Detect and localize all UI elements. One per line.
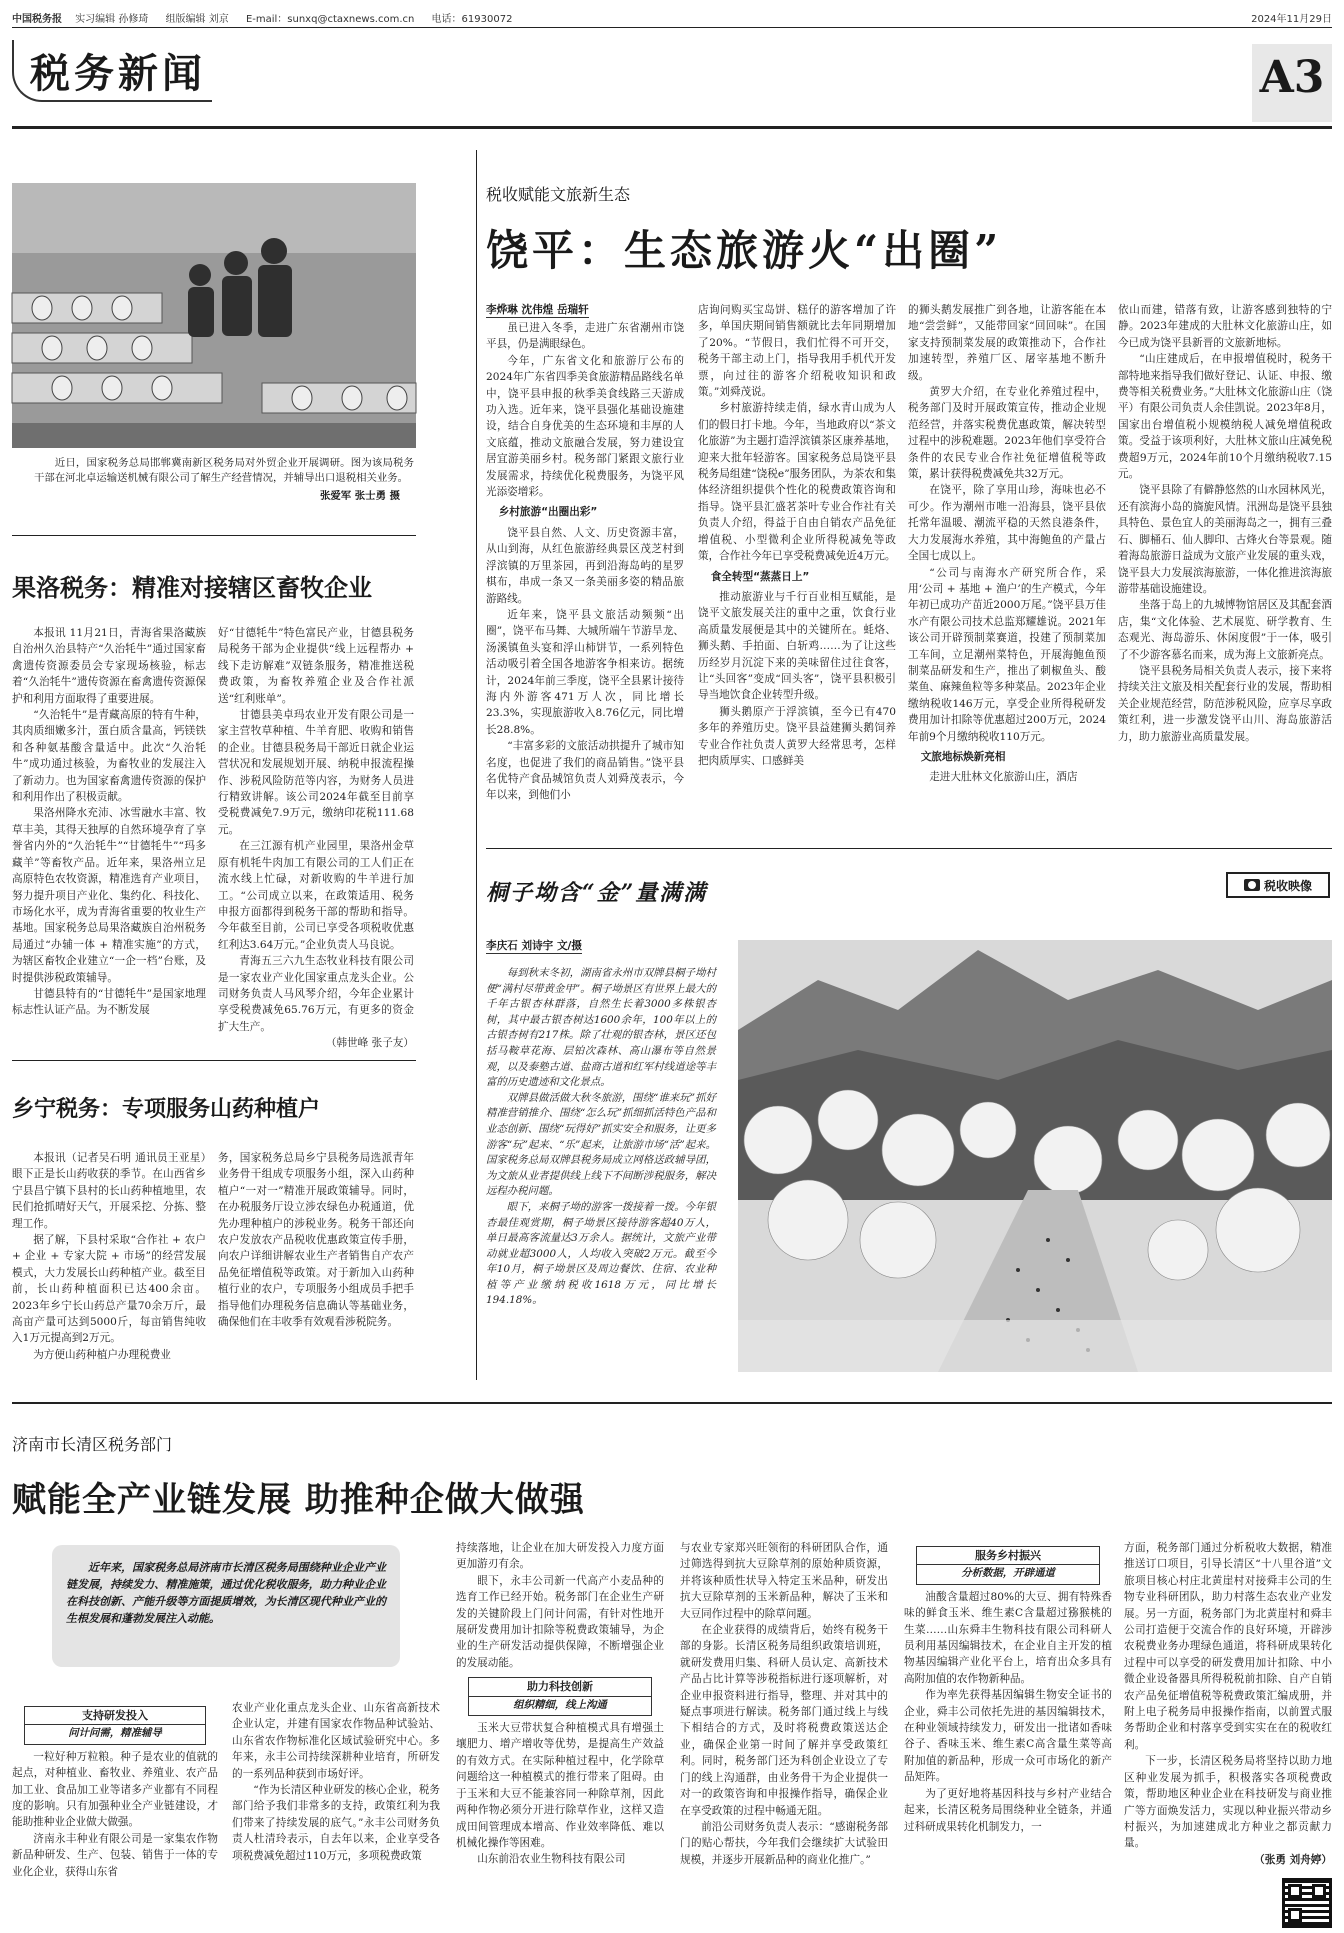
raoping-p16: “山庄建成后，在申报增值税时，税务干部特地来指导我们做好登记、认证、申报、缴费等相关税费业务。”大肚林文化旅游山庄（饶平）有限公司负责人余佳凯说。2023年8月，国家出台增值税小规模纳税人减免增值税政策。受益于该项利好，大肚林文旅山庄减免税费超9万元，2024年前10个月缴纳税收7.15元。 — [1118, 353, 1332, 481]
jinan-box-2 — [468, 1677, 651, 1716]
jinan-p11: 前沿公司财务负责人表示：“感谢税务部门的贴心帮扶，今年我们会继续扩大试验田规模，并逐步开展新品种的商业化推广。” — [680, 1820, 888, 1866]
qr-code — [1282, 1878, 1332, 1928]
ginkgo-valley-illustration — [738, 940, 1332, 1372]
raoping-p13: “公司与南海水产研究所合作，采用‘公司 + 基地 + 渔户’的生产模式，今年年初已成功产苗近2000万尾。”饶平县万佳水产有限公司技术总监郑耀雄说。2021年该公司开辟预制菜赛道，投建了预制菜加工车间，立足潮州菜特色，开展海鲍鱼预制菜品研发和生产，推出了刺椒鱼头、酸菜鱼、麻辣鱼粒等多种菜品。2023年企业缴纳税收146万元，享受企业所得税研发费用加计扣除等优惠超过200万元，2024年前9个月缴纳税收110万元。 — [908, 566, 1106, 743]
raoping-col-1 — [486, 320, 684, 836]
jinan-col-5 — [1124, 1540, 1332, 1910]
jinan-p6: 眼下，永丰公司新一代高产小麦品种的选育工作已经开始。税务部门在企业生产研发的关键阶段上门问计问需，有针对性地开展研发费用加计扣除等税费政策辅导，为企业的生产研发活动提供保障，不断增强企业的发展动能。 — [456, 1574, 664, 1669]
jinan-box-3-title: 服务乡村振兴 — [975, 1549, 1041, 1562]
jinan-box-1-sub: 问计问需，精准辅导 — [25, 1724, 204, 1741]
raoping-subhead-2: 食全转型“蒸蒸日上” — [710, 570, 810, 583]
paper-name: 中国税务报 — [12, 14, 62, 25]
jinan-p4: “作为长清区种业研发的核心企业，税务部门给予我们非常多的支持，政策红利为我们带来了持续发展的底气。”永丰公司财务负责人杜清玲表示，自去年以来，企业享受各项税费减免超过110万元，多项税费政策 — [232, 1784, 440, 1862]
xiangning-title: 乡宁税务：专项服务山药种植户 — [12, 1097, 321, 1122]
jinan-lead: 近年来，国家税务总局济南市长清区税务局围绕种业企业产业链发展，持续发力、精准施策，通过优化税收服务，助力种业企业在科技创新、产能升级等方面提质增效，为长清区现代种业产业的生根发展和蓬勃发展注入动能。 — [66, 1561, 386, 1625]
jinan-box-2-sub: 组织精细，线上沟通 — [469, 1696, 650, 1713]
xiangning-p1: 本报讯（记者吴石明 通讯员王亚星）眼下正是长山药收获的季节。在山西省乡宁县昌宁镇下县村的长山药种植地里，农民们抢抓晴好天气，开展采挖、分拣、整理工作。 — [12, 1152, 206, 1230]
guoluo-p7: 在三江源有机产业园里，果洛州金草原有机牦牛肉加工有限公司的工人们正在流水线上忙碌，对新收购的牛羊进行加工。“公司成立以来，在政策适用、税务申报方面都得到税务干部的帮助和指导。今年截至目前，公司已享受各项税收优惠红利达3.64万元。”企业负责人马良说。 — [218, 840, 414, 951]
tongzi-title: 桐子坳含“金”量满满 — [486, 880, 708, 906]
jinan-col-2b — [456, 1540, 664, 1922]
raoping-p10: 的狮头鹅发展推广到各地，让游客能在本地“尝尝鲜”，又能带回家“回回味”。在国家支持预制菜发展的政策推动下，合作社加速转型，养殖厂区、屠宰基地不断升级。 — [908, 304, 1106, 382]
photo1-caption-text: 近日，国家税务总局邯郸冀南新区税务局对外贸企业开展调研。图为该局税务干部在河北卓运输送机械有限公司了解生产经营情况，并辅导出口退税相关业务。 — [34, 457, 414, 484]
header-rule — [12, 126, 1332, 129]
tongzi-body — [486, 966, 716, 1376]
photo-conveyor-factory — [12, 183, 416, 448]
jinan-col-1 — [12, 1700, 218, 1922]
jinan-col-2a — [232, 1700, 440, 1922]
editor-credit: 实习编辑 孙修琦 — [75, 14, 149, 25]
photo1-caption — [34, 456, 414, 486]
raoping-p6: 店询问购买宝岛饼、糕仔的游客增加了许多，单国庆期间销售额就比去年同期增加了20%。“节假日，我们忙得不可开交，税务干部主动上门，指导我用手机代开发票，向过往的游客介绍税收知识和政策。”刘舜茂说。 — [698, 304, 896, 399]
tongzi-p2: 双牌县做活做大秋冬旅游，围绕“谁来玩”抓好精准营销推介、围绕“怎么玩”抓细抓活特色产品和业态创新、围绕“玩得好”抓实安全和服务，让更多游客“玩”起来、“乐”起来，让旅游市场“活”起来。国家税务总局双牌县税务局成立网格送政辅导团，为文旅从业者提供线上线下不间断涉税服务，解决远程办税问题。 — [486, 1091, 716, 1198]
raoping-p5: “丰富多彩的文旅活动拱提升了城市知名度，也促进了我们的商品销售。”饶平县名优特产食品城馆负责人刘舜茂表示，今年以来，到他们小 — [486, 740, 684, 802]
jinan-byline: （张勇 刘舟婷） — [1254, 1853, 1332, 1866]
raoping-kicker: 税收赋能文旅新生态 — [486, 185, 631, 204]
jinan-p16: 下一步，长清区税务局将坚持以助力地区种业发展为抓手，积极落实各项税费政策，帮助地区种业企业在科技研发与商业推广等方面焕发活力，实现以种业振兴带动乡村振兴，为加速建成北方种业之都贡献力量。 — [1124, 1755, 1332, 1850]
masthead-rule — [12, 27, 1332, 28]
xiangning-col-2 — [218, 1150, 414, 1386]
issue-date: 2024年11月29日 — [1251, 14, 1332, 25]
raoping-p1: 虽已进入冬季，走进广东省潮州市饶平县，仍是满眼绿色。 — [486, 322, 684, 351]
raoping-col-3 — [908, 302, 1106, 836]
xiangning-p2: 据了解，下县村采取“合作社 + 农户 + 企业 + 专家大院 + 市场”的经营发展模式，大力发展长山药种植产业。截至目前，长山药种植面积已达400余亩。2023年乡宁长山药总产量70余万斤，最高亩产量可达到5000斤，每亩销售纯收入1万元提高到2万元。 — [12, 1234, 206, 1345]
jinan-kicker: 济南市长清区税务部门 — [12, 1435, 173, 1454]
jinan-p10: 在企业获得的成绩背后，始终有税务干部的身影。长清区税务局组织政策培训班，就研发费用归集、科研人员认定、高新技术产品占比计算等涉税指标进行逐项解析，对企业申报资料进行指导，整理、并对其中的疑点事项进行解读。税务部门通过线上与线下相结合的方式，及时将税费政策送达企业，确保企业第一时间了解并享受政策红利。同时，税务部门还为科创企业设立了专门的线上沟通群，由业务骨干为企业提供一对一的政策咨询和申报操作指导，确保企业在享受政策的过程中畅通无阻。 — [680, 1624, 888, 1817]
xiangning-col-1 — [12, 1150, 206, 1386]
guoluo-title: 果洛税务：精准对接辖区畜牧企业 — [12, 574, 372, 602]
jinan-p2: 济南永丰种业有限公司是一家集农作物新品种研发、生产、包装、销售于一体的专业化企业，获得山东省 — [12, 1832, 218, 1878]
tongzi-byline: 李庆石 刘诗宇 文/摄 — [486, 940, 582, 952]
vertical-rule — [476, 150, 477, 1380]
jinan-p12: 油酸含量超过80%的大豆、拥有特殊香味的鲜食玉米、维生素C含量超过猕猴桃的生菜……山东舜丰生物科技有限公司科研人员利用基因编辑技术，在企业自主开发的植物基因编辑产业化平台上，培育出众多具有高附加值的农作物新种品。 — [904, 1590, 1112, 1685]
raoping-title: 饶平：生态旅游火“出圈” — [486, 226, 1003, 275]
jinan-title: 赋能全产业链发展 助推种企做大做强 — [12, 1480, 585, 1520]
jinan-p8: 山东前沿农业生物科技有限公司 — [477, 1853, 626, 1866]
jinan-box-1-title: 支持研发投入 — [81, 1709, 148, 1722]
jinan-p3: 农业产业化重点龙头企业、山东省高新技术企业认定，并建有国家农作物品种试验站、山东省农作物标准化区域试验研究中心。多年来，永丰公司持续深耕种业培育，所研发的一系列品种获到市场好评。 — [232, 1702, 440, 1780]
jinan-col-3 — [680, 1540, 888, 1922]
raoping-p11: 黄罗大介绍，在专业化养殖过程中，税务部门及时开展政策宣传，推动企业规范经营，并落实税费优惠政策，解决转型过程中的涉税难题。2023年他们享受符合条件的农民专业合作社免征增值税等政策，累计获得税费减免共32万元。 — [908, 386, 1106, 481]
rule-left-2 — [12, 1060, 416, 1061]
jinan-box-1 — [24, 1706, 205, 1745]
page-number: A3 — [1259, 52, 1325, 103]
raoping-p8: 推动旅游业与千行百业相互赋能，是饶平文旅发展关注的重中之重，饮食行业高质量发展便是其中的关键所在。蚝烙、狮头鹅、手拍面、白斩鸡……为了让这些历经岁月沉淀下来的美味留住过往食客，让“头回客”变成“回头客”，饶平县积极引导当地饮食企业转型升级。 — [698, 590, 896, 702]
section-title: 税务新闻 — [30, 50, 206, 97]
xiangning-p4: 务，国家税务总局乡宁县税务局选派青年业务骨干组成专项服务小组，深入山药种植户“一对一”精准开展政策辅导。同时，在办税服务厅设立涉农绿色办税通道，优先办理种植户的涉税业务。税务干部还向农户发放农产品税收优惠政策宣传手册，向农户详细讲解农业生产者销售自产农产品免征增值税等政策。对于新加入山药种植行业的农户，专项服务小组成员手把手指导他们办理税务信息确认等基础业务，确保他们在丰收季有效观看涉税院务。 — [218, 1152, 414, 1329]
raoping-p4: 近年来，饶平县文旅活动频频“出圈”，饶平布马舞、大城所端午节游旱龙、汤溪镇鱼头宴和浮山柿饼节，一系列特色活动吸引着全国各地游客争相来访。据统计，2024年前三季度，饶平全县累计接待海内外游客471万人次，同比增长23.3%，实现旅游收入8.76亿元，同比增长28.8%。 — [486, 608, 684, 736]
tongzi-p3: 眼下，来桐子坳的游客一拨接着一拨。今年银杏最佳观赏期，桐子坳景区接待游客超40万人，单日最高客流量达3万余人。据统计，文旅产业带动就业超3000人，人均收入突破2万元。截至今年10月，桐子坳景区及周边餐饮、住宿、农业种植等产业缴纳税收1618万元，同比增长194.18%。 — [486, 1200, 716, 1307]
guoluo-p2: “久治牦牛”是青藏高原的特有牛种，其肉质细嫩多汁，蛋白质含量高，钙镁铁和各种氨基酸含量适中。此次“久治牦牛”成功通过核验，为畜牧业的发展注入了新动力。也为国家畜禽遗传资源的保护和利用作出了积极贡献。 — [12, 709, 206, 804]
tongzi-p1: 每到秋末冬初，湖南省永州市双牌县桐子坳村便“满村尽带黄金甲”。桐子坳景区有世界上最大的千年古银杏林群落，自然生长着3000多株银杏树，其中最古银杏树达1600余年，100年以上的古银杏树有217株。除了壮观的银杏林，景区还包括马鞍草花海、层铂次森林、高山瀑布等自然景观，以及泰塾古道、盐商古道和红军村线道途等丰富的历史遗迹和文化景点。 — [486, 967, 716, 1089]
raoping-p19: 饶平县税务局相关负责人表示，接下来将持续关注文旅及相关配套行业的发展，帮助相关企业规范经营，防范涉税风险，应享尽享政策红利，进一步激发饶平山川、海岛旅游活力，助力旅游业高质量发展。 — [1118, 664, 1332, 743]
guoluo-p5: 好“甘德牦牛”特色富民产业，甘德县税务局税务干部为企业提供“线上远程帮办 + 线下走访解难”双链条服务，精准推送税费政策，为畜牧养殖企业及合作社派送“红利账单”。 — [218, 627, 414, 705]
raoping-p7: 乡村旅游持续走俏，绿水青山成为人们的假日打卡地。今年，当地政府以“茶文化旅游”为主题打造浮滨镇茶区康养基地，迎来大批年轻游客。国家税务总局饶平县税务局组建“饶税e”服务团队，为茶农和集体经济组织提供个性化的税费政策咨询和指导。饶平县汇盛茗茶叶专业合作社有关负责人介绍，得益于自由自销农产品免征增值税、小型微利企业所得税减免等政策，合作社今年已享受税费减免近4万元。 — [698, 402, 896, 563]
factory-illustration — [12, 183, 416, 448]
jinan-col-4 — [904, 1540, 1112, 1922]
jinan-p9: 与农业专家郑兴旺领衔的科研团队合作，通过筛选得到抗大豆除草剂的原始种质资源，并将该种质性状导入特定玉米品种，研发出抗大豆除草剂的玉米新品种，解决了玉米和大豆同作过程中的除草问题。 — [680, 1542, 888, 1620]
rule-right-1 — [486, 848, 1332, 849]
jinan-lead-box — [52, 1545, 400, 1667]
raoping-p15: 依山而建，错落有致，让游客感到独特的宁静。2023年建成的大肚林文化旅游山庄，如今已成为饶平县新晋的文旅新地标。 — [1118, 304, 1332, 349]
email: E-mail：sunxq@ctaxnews.com.cn — [245, 14, 415, 25]
raoping-p14: 走进大肚林文化旅游山庄，酒店 — [929, 771, 1078, 784]
raoping-byline: 李烨琳 沈伟煌 岳瑞轩 — [486, 304, 589, 316]
xiangning-p3: 为方便山药种植户办理税费业 — [33, 1348, 171, 1361]
raoping-p12: 在饶平，除了享用山珍，海味也必不可少。作为潮州市唯一沿海县，饶平县依托常年温暖、潮流平稳的天然良港条件，大力发展海水养殖，其中海鲍鱼的产量占全国七成以上。 — [908, 484, 1106, 563]
jinan-box-2-title: 助力科技创新 — [527, 1680, 593, 1694]
raoping-p18: 坐落于岛上的九城博物馆居区及其配套酒店，集“文化体验、艺术展览、研学教育、生态观光、海岛游乐、休闲度假”于一体，吸引了不少游客慕名而来，成为海上文旅新亮点。 — [1118, 599, 1332, 661]
tax-image-label: 税收映像 — [1263, 878, 1312, 893]
section-title-swoosh — [12, 40, 212, 102]
raoping-subhead-3: 文旅地标焕新亮相 — [920, 750, 1006, 763]
rule-full-bottom — [12, 1402, 1332, 1404]
jinan-p1: 一粒好种万粒粮。种子是农业的值就的起点，对种植业、畜牧业、养殖业、农产品加工业、食品加工业等诸多产业都有不同程度的影响。只有加强种业全产业链建设，才能助推种业企业做大做强。 — [12, 1750, 218, 1829]
guoluo-col-2 — [218, 625, 414, 1050]
tax-image-badge — [1226, 872, 1330, 898]
guoluo-p3: 果洛州降水充沛、冰雪融水丰富、牧草丰美，其得天独厚的自然环境孕育了享誉省内外的“久治牦牛”“甘德牦牛”“玛多藏羊”等畜牧产品。近年来，果洛州立足高原特色农牧资源，精准选育产业项目，努力提升项目产业化、集约化、科技化、市场化水平，成为青海省重要的牧业生产基地。国家税务总局果洛藏族自治州税务局通过“办辅一体 + 精准实施”的方式，为辖区畜牧企业建立“一企一档”台账，及时提供涉税政策辅导。 — [12, 807, 206, 984]
phone: 电话：61930072 — [431, 14, 513, 25]
jinan-p13: 作为率先获得基因编辑生物安全证书的企业，舜丰公司依托先进的基因编辑技术，在种业领域持续发力，研发出一批诸如香味谷子、香味玉米、维生素C高含量生菜等高附加值的新品种，形成一众可市场化的新产品矩阵。 — [904, 1689, 1112, 1784]
masthead-strip — [12, 10, 1332, 26]
camera-icon — [1244, 879, 1260, 891]
raoping-col-2 — [698, 302, 896, 836]
photo-ginkgo-valley — [738, 940, 1332, 1372]
guoluo-p1: 本报讯 11月21日，青海省果洛藏族自治州久治县特产“久治牦牛”通过国家畜禽遗传资源委员会专家现场核验，标志着“久治牦牛”遗传资源在畜禽遗传资源保护和利用方面取得了重要进展。 — [12, 627, 206, 705]
raoping-p9: 狮头鹅原产于浮滨镇，至今已有470多年的养殖历史。饶平县益建狮头鹅饲养专业合作社负责人黄罗大经常思考，怎样把肉质厚实、口感鲜美 — [698, 705, 896, 767]
guoluo-p4: 甘德县特有的“甘德牦牛”是国家地理标志性认证产品。为不断发展 — [12, 987, 206, 1017]
jinan-box-3 — [916, 1546, 1099, 1585]
guoluo-p6: 甘德县美卓玛农业开发有限公司是一家主营牧草种植、牛羊育肥、收购和销售的企业。甘德县税务局干部近日就企业运营状况和发展规划开展、纳税申报流程操作、涉税风险防范等内容，为财务人员进行精致讲解。该公司2024年截至目前享受税费减免7.9万元，缴纳印花税111.68元。 — [218, 709, 414, 836]
raoping-p2: 今年，广东省文化和旅游厅公布的2024年广东省四季美食旅游精品路线名单中，饶平县申报的秋季美食线路三天游成功入选。近年来，饶平县强化基础设施建设，结合自身优美的生态环境和丰厚的人文底蕴，推动文旅融合发展，努力建设宜居宜游美丽乡村。税务部门紧跟文旅行业发展需求，持续优化税费服务，为饶平风光添姿增彩。 — [486, 354, 684, 499]
photo1-credit: 张爱军 张士勇 摄 — [320, 490, 400, 502]
guoluo-col-1 — [12, 625, 206, 1037]
designer-credit: 组版编辑 刘京 — [165, 14, 229, 25]
rule-left-1 — [12, 535, 416, 536]
raoping-subhead-1: 乡村旅游“出圈出彩” — [498, 506, 598, 519]
jinan-box-3-sub: 分析数据，开辟通道 — [917, 1564, 1098, 1581]
raoping-col-4 — [1118, 302, 1332, 836]
guoluo-byline: （韩世峰 张子友） — [325, 1037, 414, 1050]
guoluo-p8: 青海五三六九生态牧业科技有限公司是一家农业产业化国家重点龙头企业。公司财务负责人马风琴介绍，今年企业累计享受税费减免65.76万元，有更多的资金扩大生产。 — [218, 955, 414, 1033]
jinan-p5: 持续落地，让企业在加大研发投入力度方面更加游刃有余。 — [456, 1542, 664, 1571]
raoping-p17: 饶平县除了有僻静悠然的山水园林风光，还有滨海小岛的旖旎风情。汛洲岛是饶平县独具特色、景色宜人的美丽海岛之一，拥有三叠石、脚桶石、仙人脚印、古烽火台等景观。随着海岛旅游日益成为文旅产业发展的重头戏，饶平县大力发展滨海旅游，一体化推进滨海旅游带基础设施建设。 — [1118, 484, 1332, 595]
raoping-p3: 饶平县自然、人文、历史资源丰富，从山到海，从红色旅游经典景区茂芝村到浮滨镇的万里茶园，再到沿海岛屿的星罗棋布，串成一条又一条美丽多姿的精品旅游路线。 — [486, 526, 684, 605]
jinan-p14: 为了更好地将基因科技与乡村产业结合起来，长清区税务局围绕种业全链条，并通过科研成果转化机制发力，一 — [904, 1787, 1112, 1833]
jinan-p15: 方面，税务部门通过分析税收大数据，精准推送订口项目，引导长清区“十八里谷道”文旅项目核心村庄北黄崖村对接舜丰公司的生物专业科研团队，助力村落生态农业产业发展。另一方面，税务部门为北黄崖村和舜丰公司打造便于交流合作的良好环境，开辟涉农税费业务办理绿色通道，将科研成果转化过程中可以享受的研发费用加计扣除、中小微企业设备器具所得税税前扣除、自产自销农产品免征增值税等税费政策汇编成册，并附上电子税务局申报操作指南，以前置式服务帮助企业和村落享受到实实在在的税收红利。 — [1124, 1542, 1332, 1751]
jinan-p7: 玉米大豆带状复合种植模式具有增强土壤肥力、增产增收等优势，是提高生产效益的有效方式。在实际种植过程中，化学除草问题给这一种植模式的推行带来了阻碍。由于玉米和大豆不能兼容同一种除草剂，因此两种作物必须分开进行除草作业，这样又造成田间管理成本增高、作业效率降低、难以机械化操作等困难。 — [456, 1722, 664, 1849]
